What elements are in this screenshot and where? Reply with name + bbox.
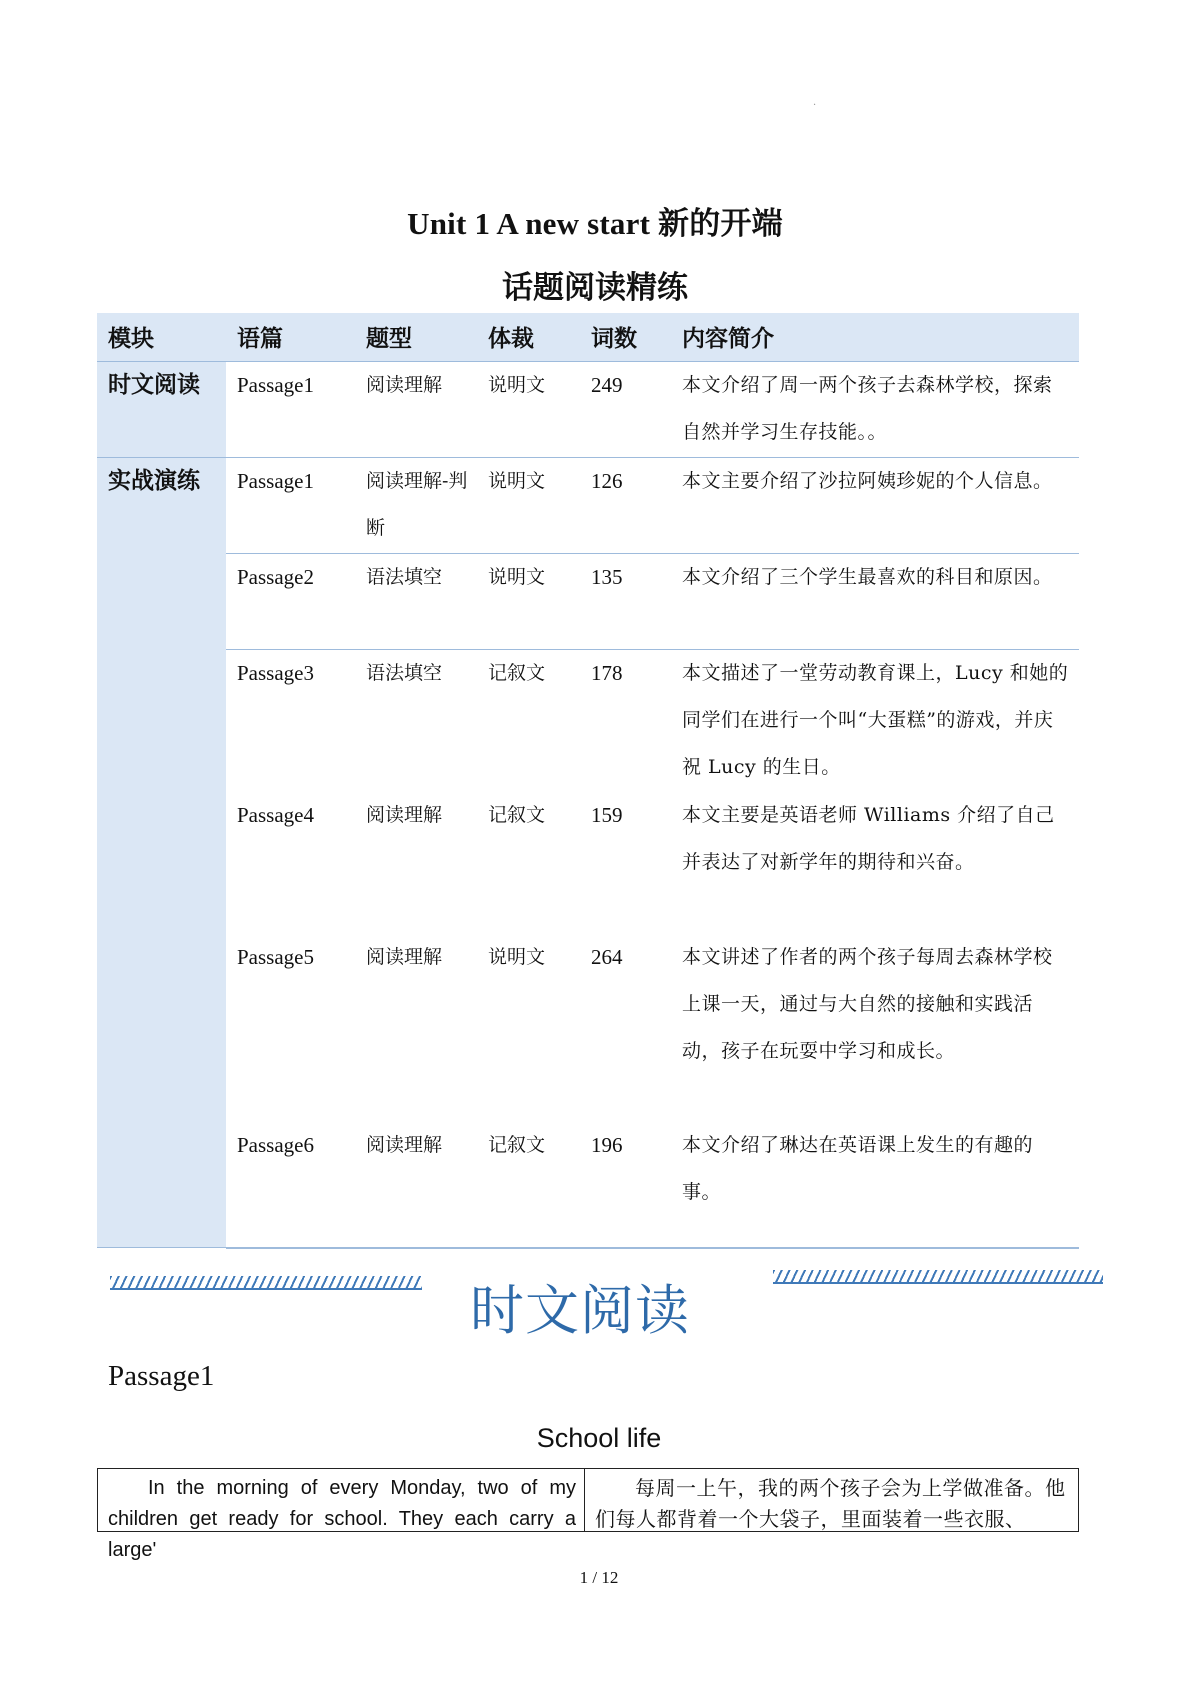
summary-cell: 本文介绍了琳达在英语课上发生的有趣的事。	[681, 1122, 1079, 1248]
table-row	[97, 792, 1079, 934]
page-number: 1 / 12	[579, 1568, 619, 1587]
summary-cell: 本文描述了一堂劳动教育课上，Lucy 和她的同学们在进行一个叫“大蛋糕”的游戏，并庆祝 Lucy 的生日。	[682, 661, 1069, 778]
document-subtitle: 话题阅读精练	[502, 270, 688, 306]
type-cell: 语法填空	[355, 553, 477, 649]
summary-cell: 本文主要是英语老师 Williams 介绍了自己并表达了对新学年的期待和兴奋。	[682, 803, 1055, 873]
summary-cell: 本文介绍了三个学生最喜欢的科目和原因。	[681, 553, 1079, 649]
passage-cell: Passage1	[226, 361, 355, 457]
overview-table	[97, 313, 1079, 1249]
type-cell: 阅读理解	[366, 803, 443, 826]
column-header-genre: 体裁	[477, 313, 580, 361]
passage-cell: Passage1	[226, 457, 355, 553]
module-cell-practice: 实战演练	[97, 457, 226, 1248]
summary-cell: 本文主要介绍了沙拉阿姨珍妮的个人信息。	[681, 457, 1079, 553]
passage-cell: Passage4	[237, 802, 314, 827]
type-cell: 语法填空	[366, 661, 443, 684]
table-row	[97, 934, 1079, 1122]
passage-label: Passage1	[108, 1360, 215, 1392]
words-cell: 135	[580, 553, 681, 649]
section-title: 时文阅读	[470, 1279, 690, 1342]
table-row	[97, 361, 1079, 457]
stray-dot: ·	[813, 100, 817, 111]
words-cell: 264	[591, 944, 623, 969]
genre-cell: 记叙文	[488, 803, 546, 826]
table-row	[97, 1122, 1079, 1248]
english-text: In the morning of every Monday, two of my children get ready for school. They each carry a large'	[98, 1469, 585, 1531]
passage-cell: Passage2	[226, 553, 355, 649]
type-cell: 阅读理解-判断	[355, 457, 477, 553]
words-cell: 126	[580, 457, 681, 553]
genre-cell: 记叙文	[477, 1122, 580, 1248]
column-header-module: 模块	[97, 313, 226, 361]
genre-cell: 说明文	[488, 945, 546, 968]
passage-cell: Passage5	[237, 944, 314, 969]
summary-cell: 本文讲述了作者的两个孩子每周去森林学校上课一天，通过与大自然的接触和实践活动，孩子在玩耍中学习和成长。	[682, 945, 1053, 1062]
column-header-type: 题型	[355, 313, 477, 361]
table-row	[97, 553, 1079, 649]
document-title: Unit 1 A new start 新的开端	[407, 206, 783, 241]
words-cell: 196	[580, 1122, 681, 1248]
column-header-summary: 内容简介	[681, 313, 1079, 361]
chinese-text: 每周一上午，我的两个孩子会为上学做准备。他们每人都背着一个大袋子，里面装着一些衣服、	[595, 1476, 1066, 1531]
bilingual-text-table	[97, 1468, 1079, 1561]
genre-cell: 说明文	[477, 361, 580, 457]
words-cell: 249	[580, 361, 681, 457]
column-header-passage: 语篇	[226, 313, 355, 361]
genre-cell: 记叙文	[488, 661, 546, 684]
passage-cell: Passage3	[237, 660, 314, 685]
column-header-words: 词数	[580, 313, 681, 361]
type-cell: 阅读理解	[355, 1122, 477, 1248]
type-cell: 阅读理解	[366, 945, 443, 968]
genre-cell: 说明文	[477, 553, 580, 649]
passage-cell: Passage6	[226, 1122, 355, 1248]
words-cell: 159	[591, 802, 623, 827]
table-row	[97, 649, 1079, 792]
genre-cell: 说明文	[477, 457, 580, 553]
type-cell: 阅读理解	[355, 361, 477, 457]
summary-cell: 本文介绍了周一两个孩子去森林学校，探索自然并学习生存技能。。	[681, 361, 1079, 457]
module-cell-reading: 时文阅读	[97, 361, 226, 457]
story-title: School life	[536, 1423, 662, 1453]
table-header-row	[97, 313, 1079, 361]
words-cell: 178	[591, 660, 623, 685]
table-row	[97, 457, 1079, 553]
